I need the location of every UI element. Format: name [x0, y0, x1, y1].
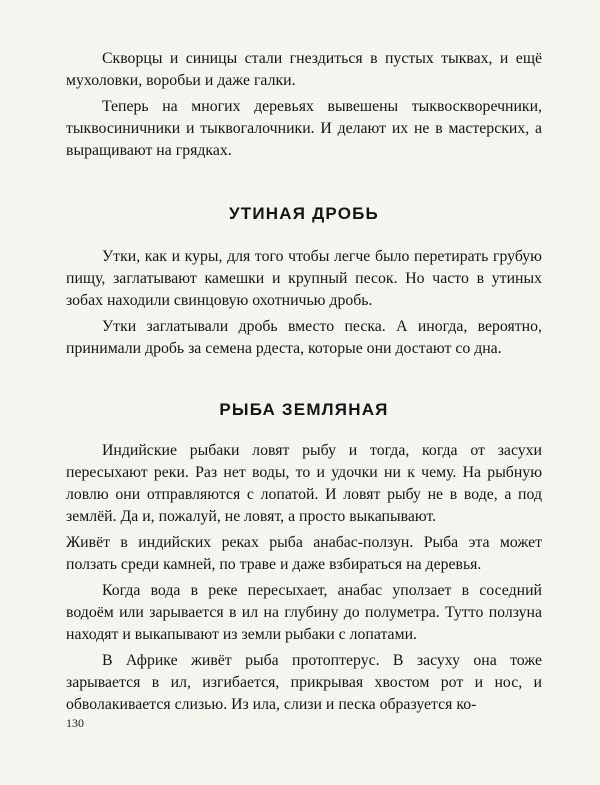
page-number: 130 [66, 716, 84, 730]
duck-paragraph-1: Утки, как и куры, для того чтобы легче было перетирать грубую пищу, заглатывают камешки и крупный песок. Но часто в утиных зобах находили свинцовую охотничью дробь. [66, 248, 542, 309]
duck-paragraph-2: Утки заглатывали дробь вместо песка. А иногда, вероятно, принимали дробь за семена рдеста, которые они достают со дна. [66, 318, 542, 357]
section-title-fish: РЫБА ЗЕМЛЯНАЯ [219, 400, 389, 419]
fish-paragraph-3: Когда вода в реке пересыхает, анабас уползает в соседний водоём или зарывается в ил на глубину до полуметра. Тутто ползуна находят и выкапывают из земли рыбаки с лопатами. [66, 582, 542, 643]
intro-paragraph-1: Скворцы и синицы стали гнездиться в пустых тыквах, и ещё мухоловки, воробьи и даже галки. [66, 50, 542, 89]
fish-paragraph-2: Живёт в индийских реках рыба анабас-ползун. Рыба эта может ползать среди камней, по траве и даже взбираться на деревья. [66, 534, 542, 573]
section-title-duck: УТИНАЯ ДРОБЬ [229, 204, 379, 223]
fish-paragraph-1: Индийские рыбаки ловят рыбу и тогда, когда от засухи пересыхают реки. Раз нет воды, то и удочки ни к чему. На рыбную ловлю они отправляются с лопатой. И ловят рыбу не в воде, а под землёй. Да и, пожалуй, не ловят, а просто выкапывают. [66, 442, 542, 525]
intro-paragraph-2: Теперь на многих деревьях вывешены тыквоскворечники, тыквосиничники и тыквогалочники. И делают их не в мастерских, а выращивают на грядках. [66, 98, 542, 159]
fish-paragraph-4: В Африке живёт рыба протоптерус. В засуху она тоже зарывается в ил, изгибается, прикрывая хвостом рот и нос, и обволакивается слизью. Из ила, слизи и песка образуется ко- [66, 652, 542, 713]
